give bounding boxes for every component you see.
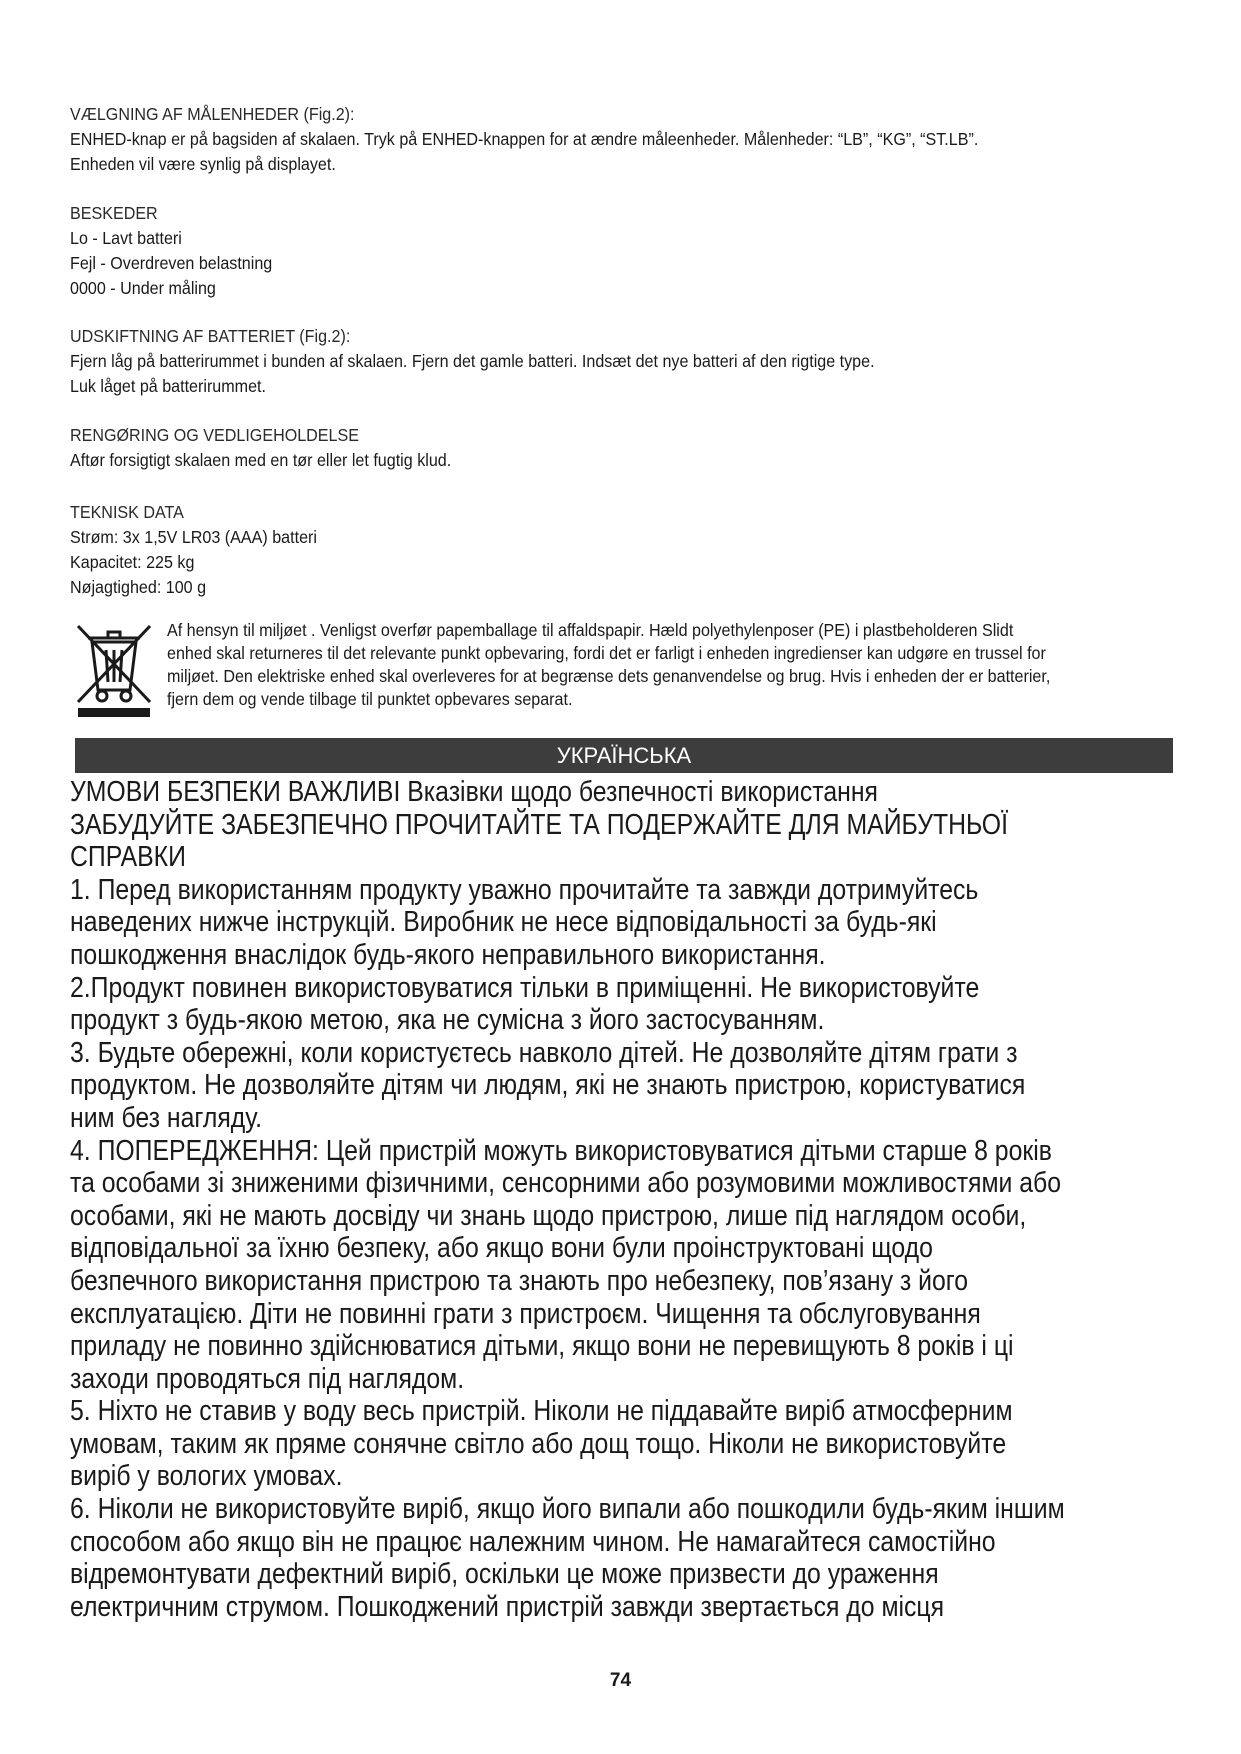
safety-text-line: СПРАВКИ — [70, 841, 186, 874]
safety-text-line: 5. Ніхто не ставив у воду весь пристрій. Ніколи не піддавайте виріб атмосферним — [70, 1395, 1013, 1428]
units-text-line: ENHED-knap er på bagsiden af skalaen. Tryk på ENHED-knappen for at ændre måleenheder. Målenheder: “LB”, “KG”, “ST.LB”. — [70, 129, 979, 149]
safety-text-line: безпечного використання пристрою та знають про небезпеку, пов’язану з його — [70, 1264, 969, 1297]
safety-text-line: електричним струмом. Пошкоджений пристрій завжди звертається до місця — [70, 1590, 945, 1623]
safety-instructions — [70, 776, 1173, 1623]
recycling-notice-line: enhed skal returneres til det relevante punkt opbevaring, fordi det er farligt i enheden ingredienser kan udgøre en trussel for — [167, 643, 1046, 663]
safety-text-line: заходи проводяться під наглядом. — [70, 1362, 465, 1395]
safety-text-line: УМОВИ БЕЗПЕКИ ВАЖЛИВІ Вказівки щодо безпечності використання — [70, 776, 878, 808]
battery-text-line: Luk låget på batterirummet. — [70, 376, 266, 396]
safety-text-line: особами, які не мають досвіду чи знань щодо пристрою, лише під наглядом особи, — [70, 1199, 1027, 1232]
crossed-out-wheelie-bin-icon — [74, 616, 154, 718]
recycling-notice-line: fjern dem og vende tilbage til punktet opbevares separat. — [167, 689, 573, 709]
safety-text-line: продукт з будь-якою метою, яка не сумісна з його застосуванням. — [70, 1004, 825, 1037]
message-item: 0000 - Under måling — [70, 278, 216, 298]
safety-text-line: приладу не повинно здійснюватися дітьми, якщо вони не перевищують 8 років і ці — [70, 1330, 1014, 1363]
units-section — [70, 102, 1188, 177]
cleaning-text-line: Aftør forsigtigt skalaen med en tør eller let fugtig klud. — [70, 450, 452, 470]
messages-section — [70, 201, 1188, 301]
safety-text-line: 2.Продукт повинен використовуватися тільки в приміщенні. Не використовуйте — [70, 971, 980, 1004]
recycling-notice-line: Af hensyn til miljøet . Venligst overfør papemballage til affaldspapir. Hæld polyethylenposer (PE) i plastbeholderen Slidt — [167, 620, 1014, 640]
safety-text-line: 4. ПОПЕРЕДЖЕННЯ: Цей пристрій можуть використовуватися дітьми старше 8 років — [70, 1134, 1052, 1167]
language-section-header: УКРАЇНСЬКА — [75, 738, 1173, 773]
cleaning-section — [70, 423, 1188, 473]
safety-text-line: пошкодження внаслідок будь-якого неправильного використання. — [70, 938, 826, 971]
tech-data-heading: TEKNISK DATA — [70, 502, 184, 522]
safety-text-line: виріб у вологих умовах. — [70, 1460, 343, 1493]
safety-text-line: умовам, таким як пряме сонячне світло або дощ тощо. Ніколи не використовуйте — [70, 1427, 1007, 1460]
safety-text-line: та особами зі зниженими фізичними, сенсорними або розумовими можливостями або — [70, 1167, 1062, 1200]
recycling-notice — [167, 619, 1161, 711]
message-item: Lo - Lavt batteri — [70, 228, 182, 248]
units-heading: VÆLGNING AF MÅLENHEDER (Fig.2): — [70, 104, 355, 124]
tech-data-item: Strøm: 3x 1,5V LR03 (AAA) batteri — [70, 527, 317, 547]
safety-text-line: експлуатацією. Діти не повинні грати з пристроєм. Чищення та обслуговування — [70, 1297, 981, 1330]
recycling-notice-line: miljøet. Den elektriske enhed skal overleveres for at begrænse dets genanvendelse og brug. Hvis i enheden der er batterier, — [167, 666, 1051, 686]
tech-data-item: Kapacitet: 225 kg — [70, 552, 195, 572]
safety-text-line: 3. Будьте обережні, коли користуєтесь навколо дітей. Не дозволяйте дітям грати з — [70, 1036, 1018, 1069]
tech-data-section — [70, 500, 1188, 600]
message-item: Fejl - Overdreven belastning — [70, 253, 273, 273]
battery-text-line: Fjern låg på batterirummet i bunden af skalaen. Fjern det gamle batteri. Indsæt det nye batteri af den rigtige type. — [70, 351, 875, 371]
battery-section — [70, 324, 1188, 399]
safety-text-line: відповідальної за їхню безпеку, або якщо вони були проінструктовані щодо — [70, 1232, 933, 1265]
tech-data-item: Nøjagtighed: 100 g — [70, 577, 207, 597]
cleaning-heading: RENGØRING OG VEDLIGEHOLDELSE — [70, 425, 359, 445]
units-text-line: Enheden vil være synlig på displayet. — [70, 154, 336, 174]
safety-text-line: ним без нагляду. — [70, 1101, 263, 1134]
messages-heading: BESKEDER — [70, 203, 158, 223]
safety-text-line: 1. Перед використанням продукту уважно прочитайте та завжди дотримуйтесь — [70, 873, 979, 906]
safety-text-line: наведених нижче інструкцій. Виробник не несе відповідальності за будь-які — [70, 906, 937, 939]
safety-text-line: ЗАБУДУЙТЕ ЗАБЕЗПЕЧНО ПРОЧИТАЙТЕ ТА ПОДЕРЖАЙТЕ ДЛЯ МАЙБУТНЬОЇ — [70, 808, 1008, 841]
battery-heading: UDSKIFTNING AF BATTERIET (Fig.2): — [70, 326, 351, 346]
safety-text-line: відремонтувати дефектний виріб, оскільки це може призвести до ураження — [70, 1558, 939, 1591]
safety-text-line: 6. Ніколи не використовуйте виріб, якщо його випали або пошкодили будь-яким іншим — [70, 1493, 1065, 1526]
safety-text-line: способом або якщо він не працює належним чином. Не намагайтеся самостійно — [70, 1525, 996, 1558]
safety-text-line: продуктом. Не дозволяйте дітям чи людям, які не знають пристрою, користуватися — [70, 1069, 1026, 1102]
page-number: 74 — [609, 1670, 632, 1691]
